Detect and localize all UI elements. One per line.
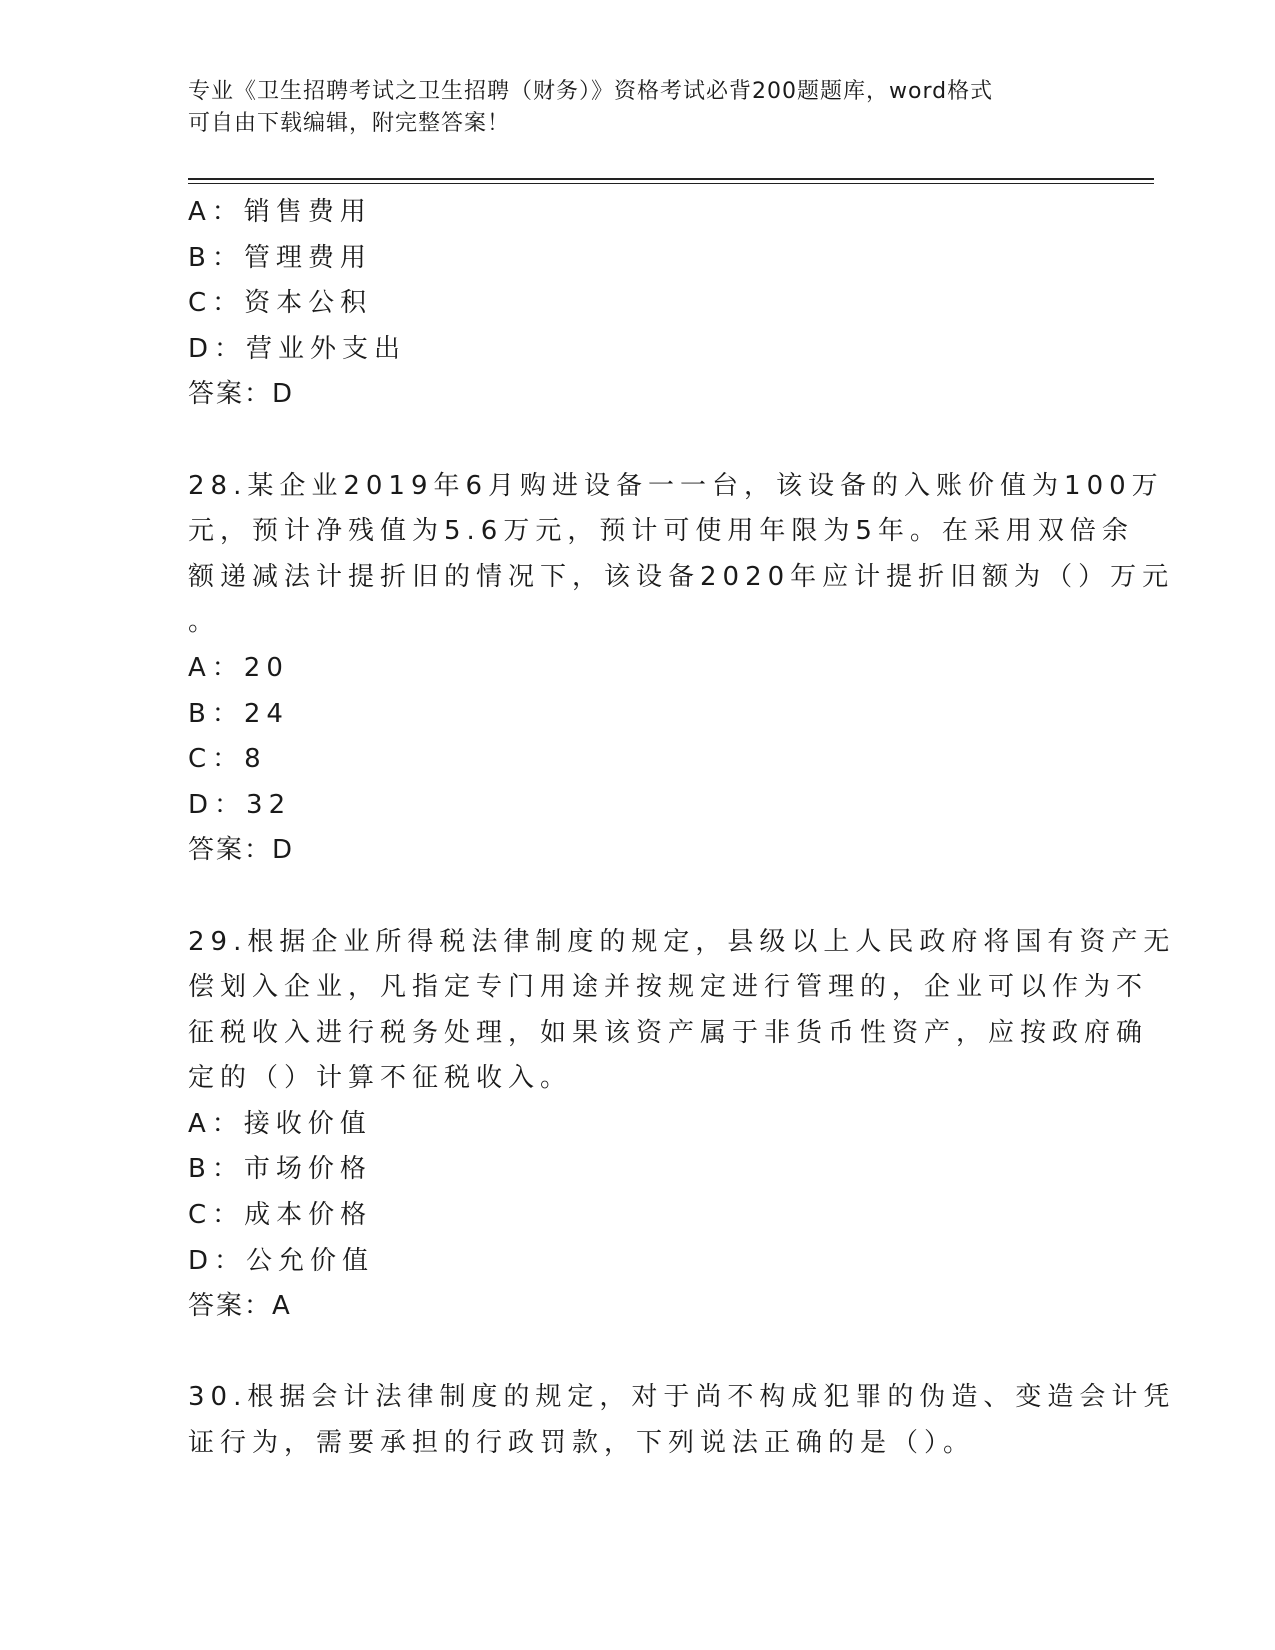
option-a: A：20 [188, 652, 289, 683]
header-rule-thin [188, 183, 1154, 184]
question-stem-line: 30.根据会计法律制度的规定，对于尚不构成犯罪的伪造、变造会计凭 [188, 1382, 1176, 1413]
question-29 [188, 920, 1176, 1330]
option-c: C：8 [188, 744, 267, 775]
option-a: A：接收价值 [188, 1108, 372, 1139]
question-stem-line: 征税收入进行税务处理，如果该资产属于非货币性资产，应按政府确 [188, 1017, 1149, 1048]
option-b: B：市场价格 [188, 1154, 372, 1185]
question-stem-line: 28.某企业2019年6月购进设备一一台，该设备的入账价值为100万 [188, 470, 1164, 501]
header-rule-thick [188, 178, 1154, 180]
option-a: A：销售费用 [188, 197, 372, 227]
question-stem-line: 定的（）计算不征税收入。 [188, 1063, 573, 1094]
question-stem-line: 元，预计净残值为5.6万元，预计可使用年限为5年。在采用双倍余 [188, 516, 1134, 547]
option-d: D：32 [188, 789, 292, 820]
spacer [188, 874, 1088, 920]
question-stem-line: 证行为，需要承担的行政罚款，下列说法正确的是（）。 [188, 1428, 976, 1459]
option-c: C：资本公积 [188, 288, 373, 319]
question-stem-line: 。 [188, 607, 221, 638]
question-28 [188, 464, 1175, 874]
answer-line: 答案：D [188, 835, 295, 866]
spacer [188, 418, 1088, 464]
answer-line: 答案：D [188, 379, 295, 410]
question-27 [188, 190, 1088, 418]
header-line-2: 可自由下载编辑，附完整答案！ [188, 111, 511, 136]
answer-line: 答案：A [188, 1291, 292, 1322]
document-header [188, 76, 1068, 140]
option-d: D：营业外支出 [188, 333, 407, 364]
question-stem-line: 偿划入企业，凡指定专门用途并按规定进行管理的，企业可以作为不 [188, 972, 1149, 1003]
option-b: B：管理费用 [188, 242, 372, 273]
document-body [188, 190, 1176, 1467]
question-30 [188, 1375, 1176, 1466]
header-line-1: 专业《卫生招聘考试之卫生招聘（财务）》资格考试必背200题题库，word格式 [188, 79, 994, 104]
option-b: B：24 [188, 698, 289, 729]
question-stem-line: 额递减法计提折旧的情况下，该设备2020年应计提折旧额为（）万元 [188, 561, 1175, 592]
question-stem-line: 29.根据企业所得税法律制度的规定，县级以上人民政府将国有资产无 [188, 926, 1176, 957]
spacer [188, 1330, 1088, 1376]
option-d: D：公允价值 [188, 1245, 375, 1276]
option-c: C：成本价格 [188, 1200, 373, 1231]
